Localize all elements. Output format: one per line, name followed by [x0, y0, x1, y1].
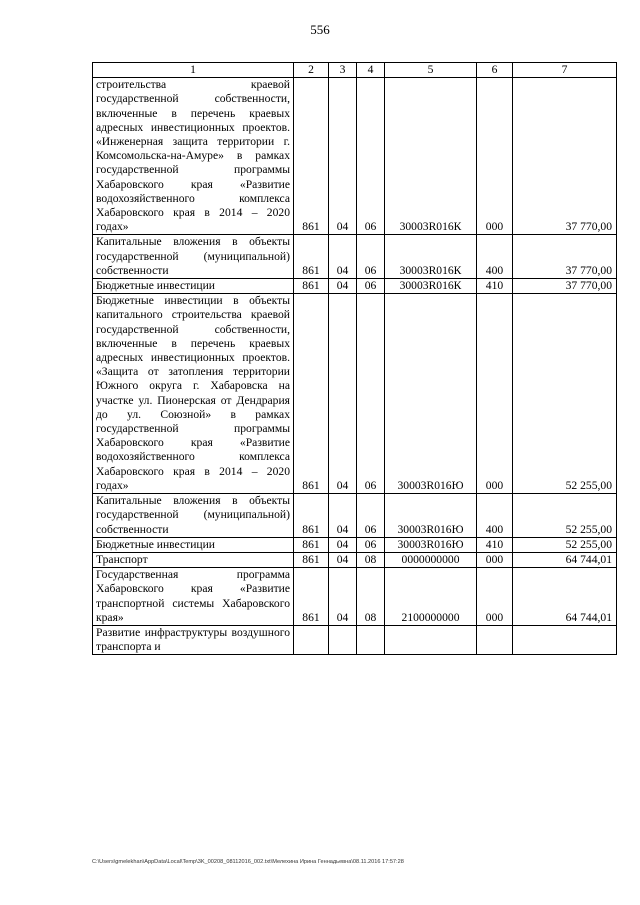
ministry-code-cell: 861 [294, 568, 329, 626]
target-article-cell: 30003R016К [385, 78, 477, 235]
table-row [93, 494, 617, 538]
section-cell: 04 [329, 568, 357, 626]
subsection-cell: 08 [357, 552, 385, 567]
expense-type-cell [477, 625, 513, 654]
section-cell [329, 625, 357, 654]
expense-type-cell: 400 [477, 494, 513, 538]
row-name-cell: Бюджетные инвестиции в объекты капитального строительства краевой государственной собственности, включенные в перечень краевых адресных инвестиционных проектов. «Защита от затопления территории Южного округа г. Хабаровска на участке ул. Пионерская от Дендрария до ул. Союзной» в рамках государственной программы Хабаровского края «Развитие водохозяйственного комплекса Хабаровского края в 2014 – 2020 годах» [93, 294, 294, 494]
target-article-cell: 30003R016Ю [385, 294, 477, 494]
expense-type-cell: 410 [477, 537, 513, 552]
target-article-cell: 30003R016К [385, 235, 477, 279]
row-name-cell: Транспорт [93, 552, 294, 567]
amount-cell: 52 255,00 [513, 294, 617, 494]
footer-file-path: C:\Users\gmelekhan\AppData\Local\Temp\3K_00208_08112016_002.txt\Мелехина Ирина Геннадьевна\08.11.2016 17:57:28 [92, 859, 404, 865]
section-cell: 04 [329, 494, 357, 538]
ministry-code-cell: 861 [294, 235, 329, 279]
ministry-code-cell [294, 625, 329, 654]
expense-type-cell: 400 [477, 235, 513, 279]
amount-cell [513, 625, 617, 654]
subsection-cell: 06 [357, 78, 385, 235]
header-cell: 3 [329, 63, 357, 78]
row-name-cell: Капитальные вложения в объекты государственной (муниципальной) собственности [93, 494, 294, 538]
amount-cell: 52 255,00 [513, 537, 617, 552]
ministry-code-cell: 861 [294, 279, 329, 294]
table-header-row [93, 63, 617, 78]
amount-cell: 37 770,00 [513, 279, 617, 294]
ministry-code-cell: 861 [294, 552, 329, 567]
section-cell: 04 [329, 294, 357, 494]
table-row [93, 235, 617, 279]
page-number: 556 [310, 22, 330, 37]
ministry-code-cell: 861 [294, 294, 329, 494]
section-cell: 04 [329, 552, 357, 567]
table-row [93, 78, 617, 235]
amount-cell: 64 744,01 [513, 568, 617, 626]
amount-cell: 52 255,00 [513, 494, 617, 538]
target-article-cell: 30003R016Ю [385, 537, 477, 552]
row-name-cell: Капитальные вложения в объекты государственной (муниципальной) собственности [93, 235, 294, 279]
subsection-cell: 06 [357, 279, 385, 294]
ministry-code-cell: 861 [294, 494, 329, 538]
table-row [93, 279, 617, 294]
target-article-cell: 2100000000 [385, 568, 477, 626]
target-article-cell: 30003R016Ю [385, 494, 477, 538]
section-cell: 04 [329, 537, 357, 552]
subsection-cell: 08 [357, 568, 385, 626]
subsection-cell: 06 [357, 494, 385, 538]
amount-cell: 37 770,00 [513, 235, 617, 279]
table-row [93, 537, 617, 552]
amount-cell: 64 744,01 [513, 552, 617, 567]
target-article-cell [385, 625, 477, 654]
header-cell: 4 [357, 63, 385, 78]
subsection-cell: 06 [357, 235, 385, 279]
section-cell: 04 [329, 235, 357, 279]
subsection-cell: 06 [357, 537, 385, 552]
table-row [93, 552, 617, 567]
amount-cell: 37 770,00 [513, 78, 617, 235]
row-name-cell: Государственная программа Хабаровского края «Развитие транспортной системы Хабаровского края» [93, 568, 294, 626]
table-row [93, 625, 617, 654]
section-cell: 04 [329, 279, 357, 294]
expense-type-cell: 000 [477, 294, 513, 494]
table-row [93, 568, 617, 626]
target-article-cell: 0000000000 [385, 552, 477, 567]
header-cell: 5 [385, 63, 477, 78]
ministry-code-cell: 861 [294, 537, 329, 552]
expense-type-cell: 000 [477, 552, 513, 567]
header-cell: 7 [513, 63, 617, 78]
subsection-cell: 06 [357, 294, 385, 494]
row-name-cell: Развитие инфраструктуры воздушного транспорта и [93, 625, 294, 654]
header-cell: 2 [294, 63, 329, 78]
section-cell: 04 [329, 78, 357, 235]
budget-table [92, 62, 617, 655]
expense-type-cell: 000 [477, 568, 513, 626]
subsection-cell [357, 625, 385, 654]
table-row [93, 294, 617, 494]
target-article-cell: 30003R016К [385, 279, 477, 294]
expense-type-cell: 410 [477, 279, 513, 294]
header-cell: 1 [93, 63, 294, 78]
row-name-cell: Бюджетные инвестиции [93, 279, 294, 294]
expense-type-cell: 000 [477, 78, 513, 235]
row-name-cell: Бюджетные инвестиции [93, 537, 294, 552]
ministry-code-cell: 861 [294, 78, 329, 235]
row-name-cell: строительства краевой государственной собственности, включенные в перечень краевых адресных инвестиционных проектов. «Инженерная защита территории г. Комсомольска-на-Амуре» в рамках государственной программы Хабаровского края «Развитие водохозяйственного комплекса Хабаровского края в 2014 – 2020 годах» [93, 78, 294, 235]
header-cell: 6 [477, 63, 513, 78]
